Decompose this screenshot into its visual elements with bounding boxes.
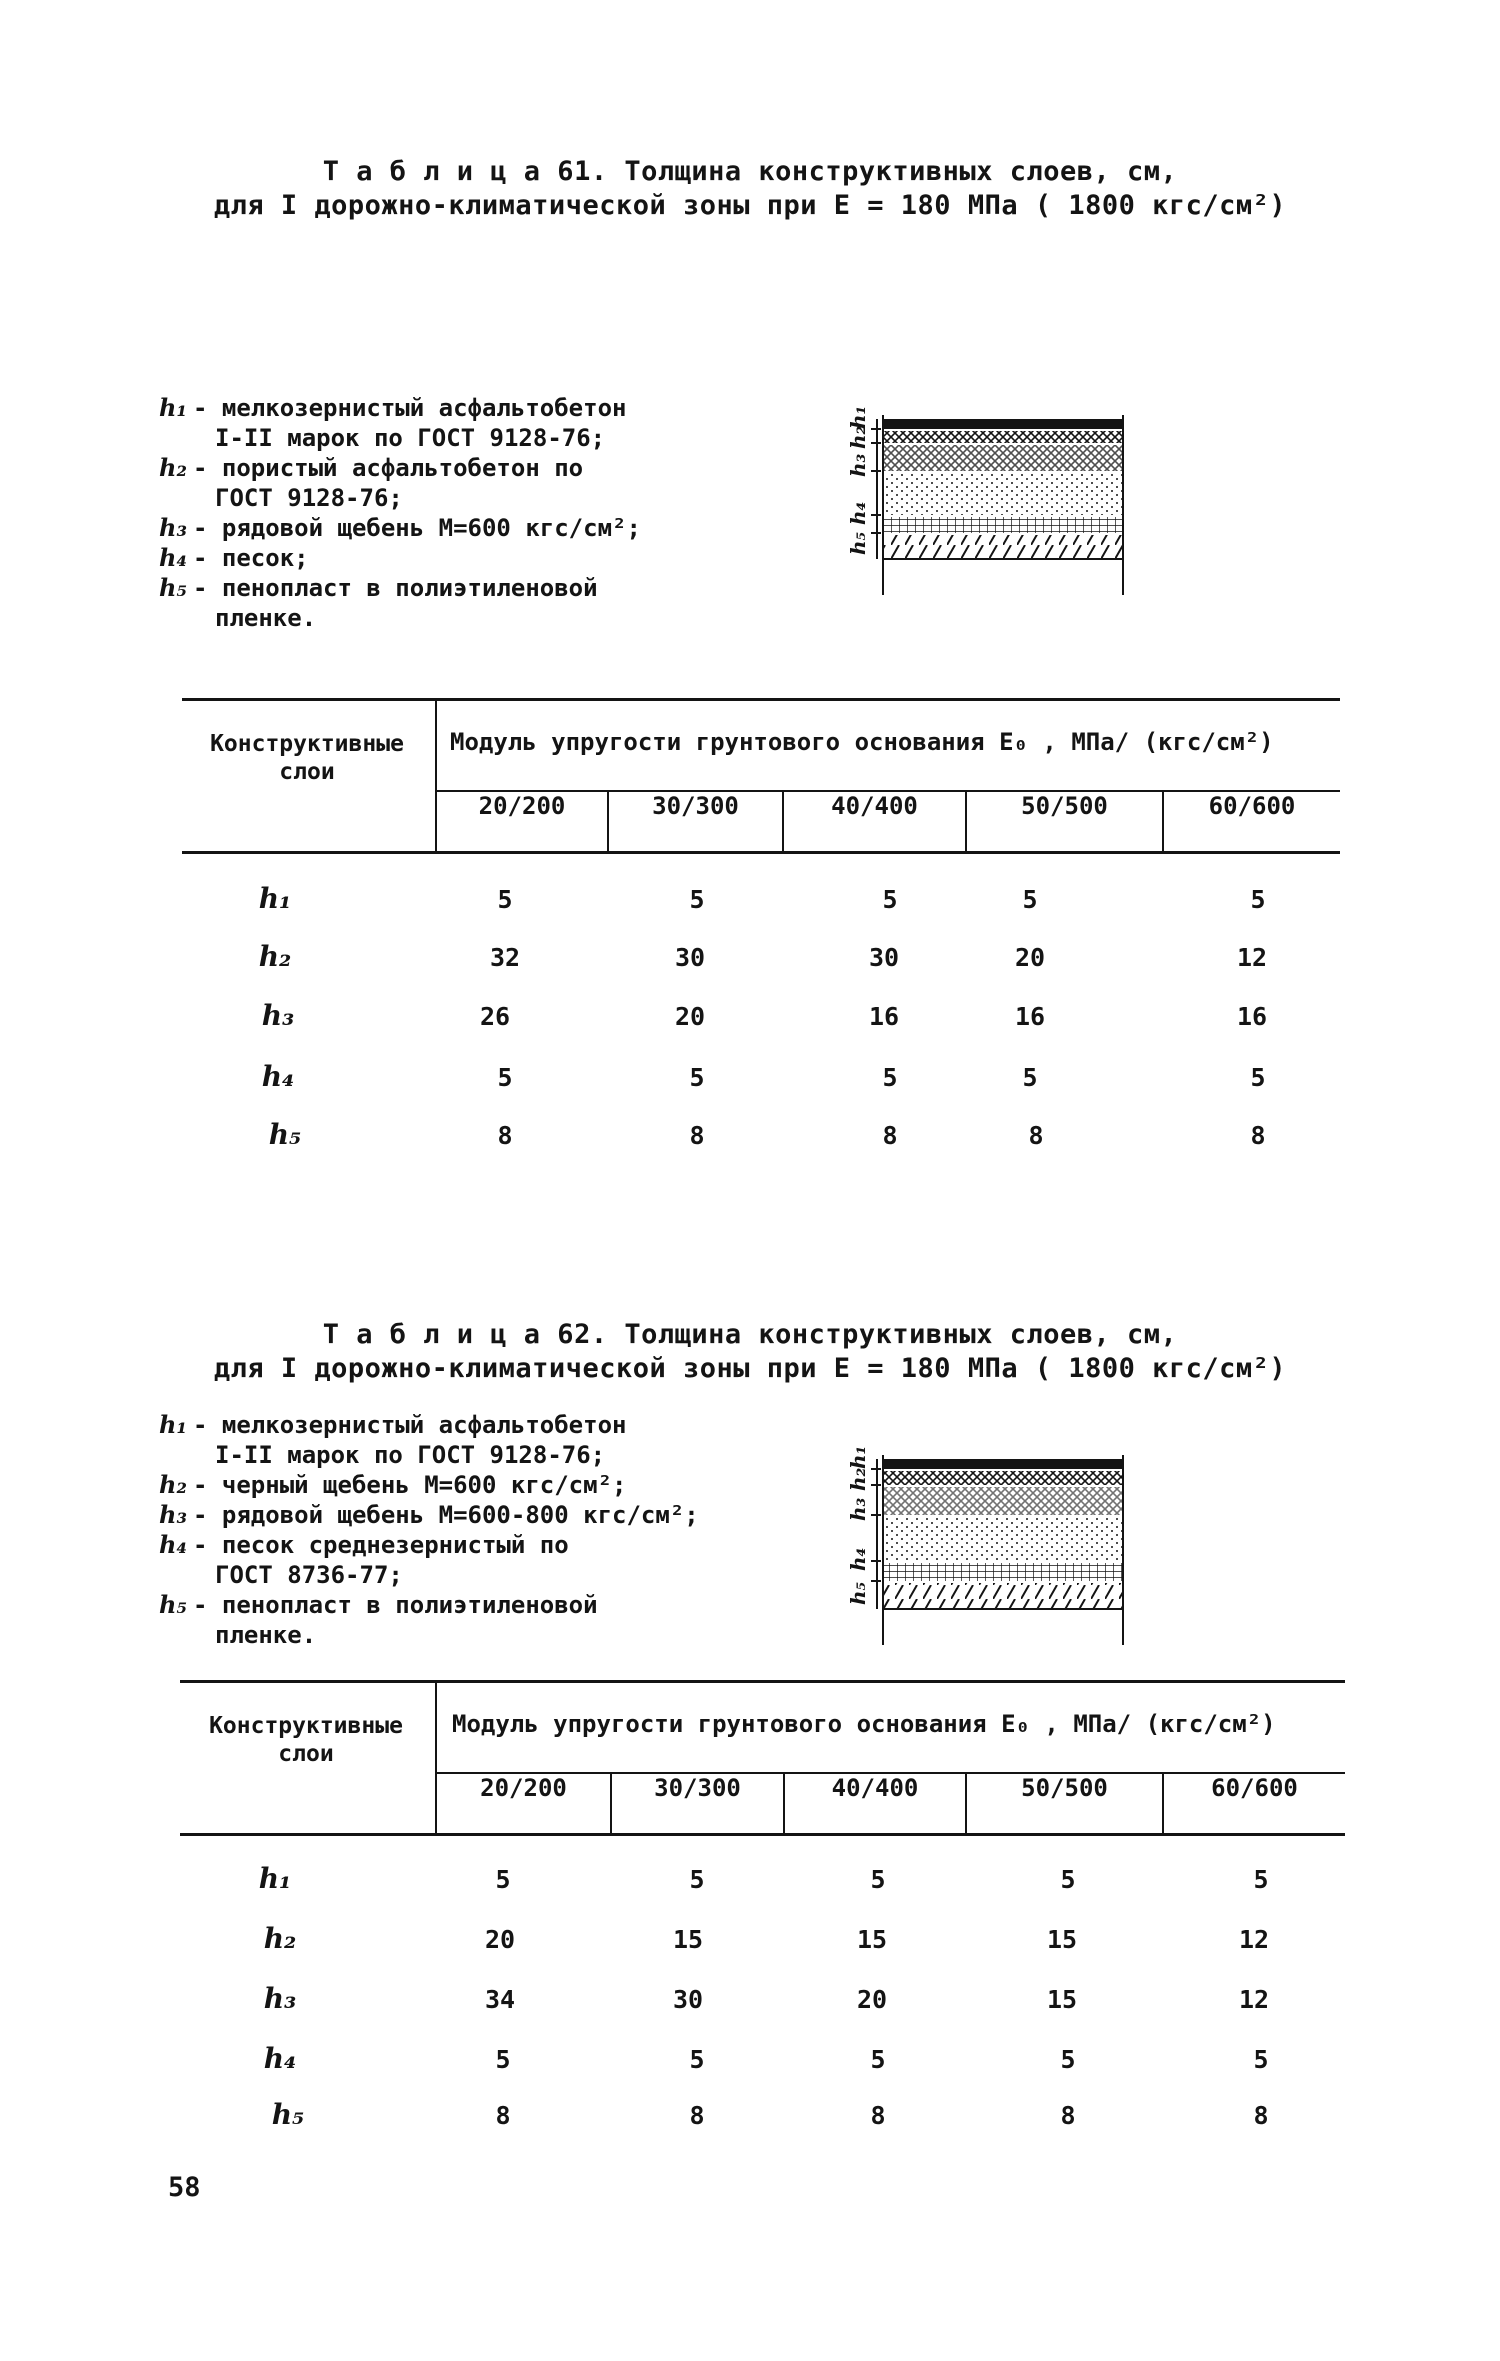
table62-title-line2: для I дорожно-климатической зоны при E = 180 МПа ( 1800 кгс/см²) [213,1353,1287,1384]
legend-symbol: h₄ [159,543,187,572]
row-symbol: h₅ [268,1118,302,1151]
table61-title-line2: для I дорожно-климатической зоны при E = 180 МПа ( 1800 кгс/см²) [213,190,1287,221]
legend-item [135,573,641,633]
svg-text:h₃: h₃ [846,1497,870,1521]
svg-text:h₄: h₄ [846,1547,870,1571]
table61-legend [135,393,641,633]
table-cell: 5 [689,1865,705,1894]
table-cell: 5 [497,885,513,914]
legend-symbol: h₄ [159,1530,187,1559]
table62-title [0,1318,1500,1386]
legend-symbol: h₃ [159,1500,187,1529]
table62-top-rule [180,1680,1345,1683]
table62-divider [435,1680,437,1835]
table-cell: 32 [489,943,521,972]
table62-row-header: Конструктивные слои [209,1713,403,1767]
table-cell: 5 [689,885,705,914]
table-cell: 20 [674,1002,706,1031]
table-cell: 20 [484,1925,516,1954]
svg-text:h₅: h₅ [846,1581,870,1605]
row-symbol: h₄ [263,2042,297,2075]
table-cell: 5 [870,2045,886,2074]
svg-text:h₁: h₁ [846,405,870,429]
legend-item [135,393,641,453]
legend-symbol: h₅ [159,573,187,602]
legend-text: - пенопласт в полиэтиленовой [193,574,598,602]
legend-text: - пенопласт в полиэтиленовой [193,1591,598,1619]
svg-text:h₂: h₂ [846,1467,870,1491]
legend-cont: пленке. [215,1621,317,1649]
table-cell: 5 [1060,2045,1076,2074]
table-cell: 8 [689,1121,705,1150]
table61-row-header: Конструктивные слои [210,731,404,785]
row-symbol: h₂ [258,940,292,973]
page-number: 58 [168,2172,201,2203]
legend-cont: пленке. [215,604,317,632]
legend-text: - рядовой щебень М=600 кгс/см²; [193,514,641,542]
legend-text: - пористый асфальтобетон по [193,454,584,482]
table-cell: 16 [1236,1002,1268,1031]
diagram-thickness-labels [846,1446,870,1605]
table-cell: 5 [1022,885,1038,914]
row-symbol: h₂ [263,1922,297,1955]
legend-item [135,543,641,573]
table61-col-header: 60/600 [1208,792,1296,820]
svg-text:h₅: h₅ [846,531,870,555]
table-cell: 30 [672,1985,704,2014]
table61-col-header: 20/200 [478,792,566,820]
legend-text: - мелкозернистый асфальтобетон [193,394,627,422]
table61-top-rule [182,698,1340,701]
table62-col-header: 50/500 [1021,1774,1108,1802]
legend-item [135,513,641,543]
table62-col-header: 60/600 [1211,1774,1298,1802]
table-cell: 5 [689,2045,705,2074]
legend-text: - мелкозернистый асфальтобетон [193,1411,627,1439]
legend-item [135,1530,699,1590]
table-cell: 8 [870,2101,886,2130]
table-cell: 5 [495,2045,511,2074]
table62-group-header: Модуль упругости грунтового основания E₀ , МПа/ (кгс/см²) [452,1710,1276,1738]
diagram-thickness-labels [846,406,870,555]
svg-text:h₁: h₁ [846,1445,870,1469]
legend-cont: ГОСТ 9128-76; [215,484,403,512]
legend-text: - песок среднезернистый по [193,1531,569,1559]
table-cell: 5 [1250,1063,1266,1092]
legend-symbol: h₅ [159,1590,187,1619]
table61-group-header: Модуль упругости грунтового основания E₀ , МПа/ (кгс/см²) [450,728,1274,756]
legend-symbol: h₂ [159,453,187,482]
table-cell: 5 [1060,1865,1076,1894]
legend-cont: I-II марок по ГОСТ 9128-76; [215,1441,606,1469]
table-cell: 8 [689,2101,705,2130]
legend-item [135,1410,699,1470]
legend-item [135,453,641,513]
table-cell: 5 [1250,885,1266,914]
table-cell: 20 [1014,943,1046,972]
table-cell: 34 [484,1985,516,2014]
table62-layer-diagram [825,1445,1135,1655]
table-cell: 5 [870,1865,886,1894]
table62-col-header: 20/200 [480,1774,567,1802]
table-cell: 16 [868,1002,900,1031]
legend-item [135,1500,699,1530]
table61-col-header: 40/400 [831,792,918,820]
legend-symbol: h₁ [159,393,187,422]
table-cell: 15 [672,1925,704,1954]
table-cell: 8 [1060,2101,1076,2130]
table61-col-header: 50/500 [1021,792,1108,820]
table-cell: 5 [882,885,898,914]
table-cell: 8 [497,1121,513,1150]
table-cell: 8 [1250,1121,1266,1150]
table-cell: 12 [1238,1985,1270,2014]
table-cell: 5 [1253,2045,1269,2074]
legend-cont: ГОСТ 8736-77; [215,1561,403,1589]
legend-item [135,1470,699,1500]
row-symbol: h₁ [258,882,292,915]
legend-symbol: h₂ [159,1470,187,1499]
table-cell: 5 [882,1063,898,1092]
legend-item [135,1590,699,1650]
row-symbol: h₃ [263,1982,297,2015]
table-cell: 15 [1046,1985,1078,2014]
table61-title [0,155,1500,223]
table-cell: 16 [1014,1002,1046,1031]
table-cell: 15 [1046,1925,1078,1954]
table-cell: 5 [1022,1063,1038,1092]
table-cell: 30 [868,943,900,972]
row-symbol: h₅ [271,2098,305,2131]
legend-text: - рядовой щебень М=600-800 кгс/см²; [193,1501,699,1529]
table-cell: 15 [856,1925,888,1954]
table-cell: 8 [882,1121,898,1150]
svg-text:h₄: h₄ [846,501,870,525]
table61-col-header: 30/300 [652,792,739,820]
table-cell: 12 [1236,943,1268,972]
table-cell: 5 [1253,1865,1269,1894]
row-symbol: h₄ [261,1060,295,1093]
diagram-layers [871,415,1123,595]
table62-col-header: 30/300 [654,1774,741,1802]
table-cell: 8 [495,2101,511,2130]
diagram-layers [871,1455,1123,1645]
table62-legend [135,1410,699,1650]
table62-header-rule [180,1833,1345,1836]
legend-symbol: h₃ [159,513,187,542]
table-cell: 30 [674,943,706,972]
legend-symbol: h₁ [159,1410,187,1439]
table-cell: 12 [1238,1925,1270,1954]
legend-text: - черный щебень М=600 кгс/см²; [193,1471,627,1499]
table61-header-rule [182,851,1340,854]
table-cell: 5 [495,1865,511,1894]
table62-title-line1: Т а б л и ц а 62. Толщина конструктивных слоев, см, [322,1319,1178,1350]
row-symbol: h₁ [258,1862,292,1895]
table-cell: 26 [479,1002,511,1031]
table-cell: 20 [856,1985,888,2014]
table-cell: 8 [1028,1121,1044,1150]
table61-layer-diagram [835,405,1135,605]
table61-title-line1: Т а б л и ц а 61. Толщина конструктивных слоев, см, [322,156,1178,187]
table62-col-header: 40/400 [831,1774,919,1802]
table-cell: 8 [1253,2101,1269,2130]
legend-text: - песок; [193,544,309,572]
svg-text:h₃: h₃ [846,453,870,477]
table61-divider [435,698,437,853]
table-cell: 5 [689,1063,705,1092]
row-symbol: h₃ [261,999,295,1032]
legend-cont: I-II марок по ГОСТ 9128-76; [215,424,606,452]
svg-text:h₂: h₂ [846,425,870,449]
table-cell: 5 [497,1063,513,1092]
